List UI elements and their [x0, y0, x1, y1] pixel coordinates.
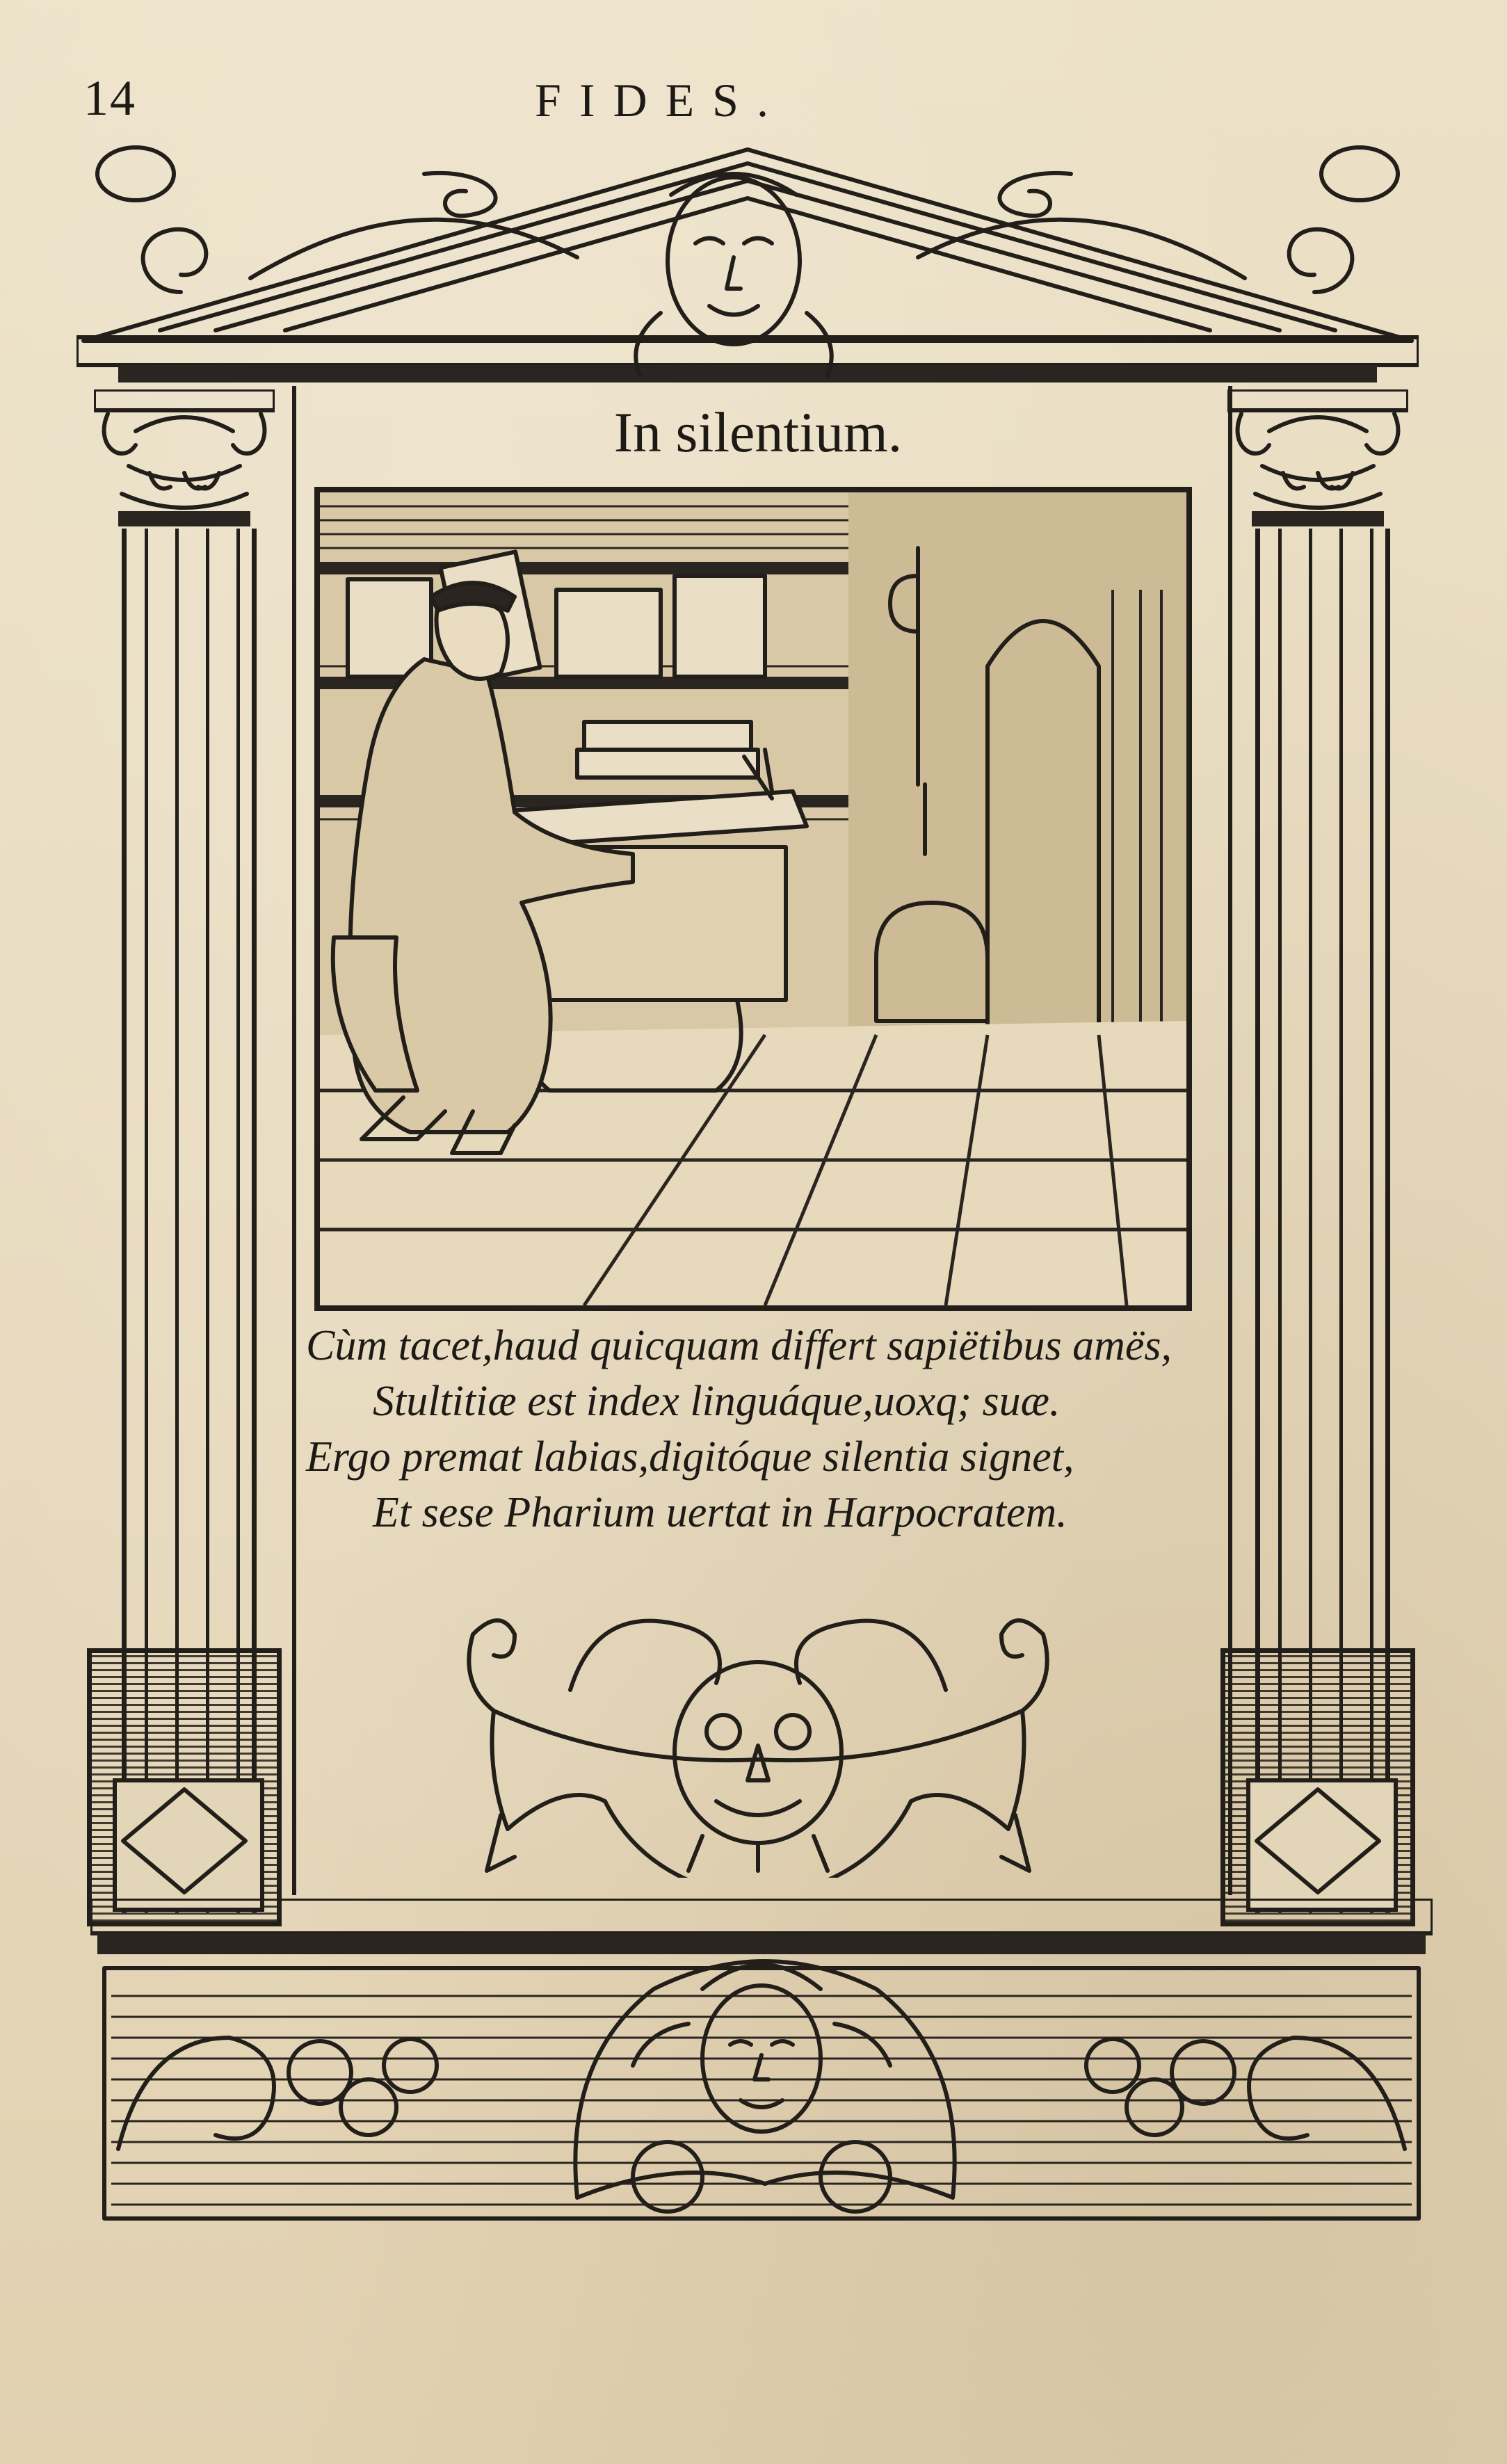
verse-line: Et sese Pharium uertat in Harpocratem.: [373, 1489, 1067, 1536]
diamond-panel: [113, 1778, 264, 1912]
running-head: FIDES.: [535, 74, 787, 127]
verse-line: Cùm tacet,haud quicquam differt sapiëtibus amës,: [306, 1322, 1172, 1369]
frieze-with-fruit-and-bust-icon: [90, 1899, 1433, 2232]
right-column: [1227, 389, 1408, 1919]
left-column: [94, 389, 275, 1919]
grotesque-mask-ornament-icon: [452, 1586, 1064, 1878]
corinthian-capital-icon: [1227, 389, 1408, 529]
epigram-verses: [306, 1318, 1210, 1540]
verse-line: Stultitiæ est index linguáque,uoxq; suæ.: [373, 1378, 1061, 1425]
column-plinth: [1220, 1648, 1415, 1926]
pediment-with-mask-icon: [76, 132, 1419, 396]
column-plinth: [87, 1648, 282, 1926]
scholar-in-study-woodcut: [314, 487, 1192, 1311]
verse-line: Ergo premat labias,digitóque silentia signet,: [306, 1433, 1074, 1481]
emblem-motto: In silentium.: [613, 401, 903, 464]
pediment-hatching: [160, 163, 1335, 330]
diamond-panel: [1246, 1778, 1398, 1912]
page-number: 14: [83, 70, 136, 126]
corinthian-capital-icon: [94, 389, 275, 529]
